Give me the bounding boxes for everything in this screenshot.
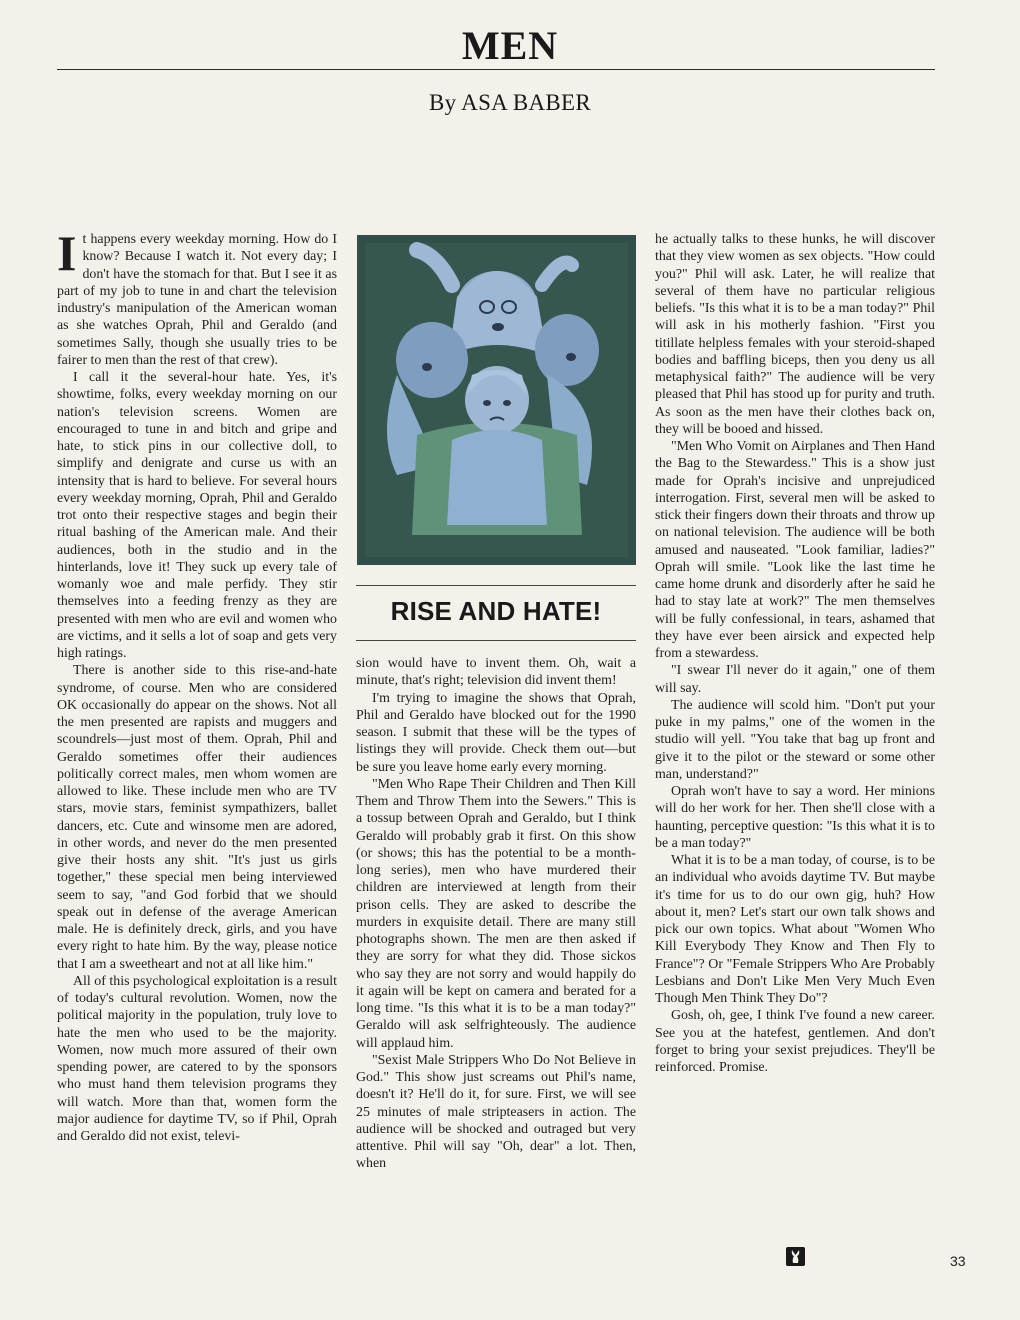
byline: By ASA BABER (428, 90, 592, 115)
article-paragraph: What it is to be a man today, of course, is to be an individual who avoids daytime TV. But maybe it's time for us to do our own gig, huh? How about it, men? Let's start our own talk shows and pick our own topics. What about "Women Who Kill Everybody They Know and Then Fly to France"? Or "Female Strippers Who Are Probably Lesbians and Don't Like Men Very Much Even Though Men Think They Do"? (655, 853, 935, 1006)
section-title: MEN (461, 23, 559, 68)
article-paragraph: sion would have to invent them. Oh, wait a minute, that's right; television did invent them! (356, 656, 636, 689)
paragraph-text: t happens every weekday morning. How do I know? Because I watch it. Not every day; I don't have the stomach for that. But I see it as part of my job to tune in and chart the television industry's manipulation of the American woman as she watches Oprah, Phil and Geraldo (and sometimes Sally, though she usually tries to be fairer to men than the rest of that crew). (57, 232, 337, 368)
article-paragraph: he actually talks to these hunks, he will discover that they view women as sex objects. "How could you?" Phil will ask. Later, he will realize that several of them have no particular religious beliefs. "Is this what it is to be a man today?" Phil will ask in his motherly fashion. "First you titillate helpless females with your steroid-shaped bodies and baffling biceps, then you deny us all metaphysical faith?" The audience will be very pleased that Phil has stood up for purity and truth. As soon as the men have their clothes back on, they will be booed and hissed. (655, 232, 935, 437)
article-paragraph: "I swear I'll never do it again," one of them will say. (655, 663, 935, 696)
article-paragraph: Oprah won't have to say a word. Her minions will do her work for her. Then she'll close with a haunting, perceptive question: "Is this what it is to be a man today?" (655, 784, 935, 851)
article-paragraph: "Men Who Rape Their Children and Then Kill Them and Throw Them into the Sewers." This is a tossup between Oprah and Geraldo, but I think Geraldo will probably grab it first. On this show (or shows; this has the potential to be a month-long series), men who have murdered their children are interviewed at length from their prison cells. They are asked to describe the murders in exquisite detail. There are many still photographs shown. The men are then asked if they are sorry for what they did. Those sickos who say they are not sorry and would happily do it again will be kept on camera and berated for a long time. "Is this what it is to be a man today?" Geraldo will ask selfrighteously. The audience will applaud him. (356, 776, 636, 1051)
article-paragraph: Gosh, oh, gee, I think I've found a new career. See you at the hatefest, gentlemen. And don't forget to bring your sexist prejudices. They'll be reinforced. Promise. (655, 1008, 935, 1075)
article-paragraph: "Men Who Vomit on Airplanes and Then Hand the Bag to the Stewardess." This is a show just made for Oprah's incisive and unprejudiced interrogation. First, several men will be asked to stick their fingers down their throats and throw up on national television. The audience will be both amused and nauseated. "Look familiar, ladies?" Oprah will smile. "Look like the last time he came home drunk and disorderly after he said he had to stay late at work?" The men themselves will be fully confessional, in tears, ashamed that they have ever been airsick and expected help from a stewardess. (655, 439, 935, 661)
article-headline: RISE AND HATE! (390, 596, 602, 626)
drop-cap: I (57, 225, 77, 281)
article-column-1 (57, 225, 337, 1271)
article-column-2 (356, 655, 636, 1273)
illustration-women-watching-tv-icon (357, 235, 636, 565)
headline-rule-top (356, 585, 636, 586)
article-paragraph: "Sexist Male Strippers Who Do Not Believe in God." This show just screams out Phil's name, doesn't it? He'll do it, for sure. First, we will see 25 minutes of male stripteasers in action. The audience will be shocked and outraged but very attentive. Phil will say "Oh, dear" a lot. Then, when (356, 1052, 636, 1172)
bunny-end-mark-icon (786, 1247, 805, 1266)
header-rule (57, 69, 935, 70)
article-paragraph: There is another side to this rise-and-hate syndrome, of course. Men who are considered OK occasionally do appear on the shows. Not all the men presented are rapists and muggers and scoundrels—just most of them. Oprah, Phil and Geraldo sometimes offer their audiences politically correct males, men whom women are allowed to like. These include men who are TV stars, movie stars, feminist sympathizers, ballet dancers, etc. Cute and winsome men are adored, in other words, and never do the men presented give their hosts any shit. "It's just us girls together," these special men being interviewed seem to say, "and God forbid that we should speak out in defense of the average American male. He is definitely dreck, girls, and you have every right to hate him. By the way, please notice that I am a sweetheart and not at all like him." (57, 663, 337, 972)
article-column-3 (655, 231, 935, 1271)
article-paragraph: I call it the several-hour hate. Yes, it's showtime, folks, every weekday morning on our nation's television screens. Women are encouraged to tune in and bitch and gripe and hate, to stick pins in our collective doll, to simplify and denigrate and curse us with an intensity that is hard to believe. For several hours every weekday morning, Oprah, Phil and Geraldo trot onto their respective stages and begin their ritual bashing of the American male. And their audiences, both in the studio and in the hinterlands, love it! They suck up every tale of womanly woe and male perfidy. They stir themselves into a feeding frenzy as they are presented with men who are evil and women who are victims, and it sells a lot of soap and gets very high ratings. (57, 370, 337, 661)
article-paragraph: The audience will scold him. "Don't put your puke in my palms," one of the women in the studio will yell. "You take that bag up front and give it to the pilot or the steward or some other man, understand?" (655, 697, 935, 782)
article-paragraph: All of this psychological exploitation is a result of today's cultural revolution. Women, now the political majority in the population, truly love to hate the men who used to be the majority. Women, now much more assured of their own spending power, are catered to by the sponsors who must hand them television programs they will watch. More than that, women form the major audience for daytime TV, so if Phil, Oprah and Geraldo did not exist, televi- (57, 973, 337, 1144)
article-paragraph (57, 225, 337, 369)
headline-rule-bottom (356, 640, 636, 641)
page-number: 33 (950, 1253, 966, 1269)
article-paragraph: I'm trying to imagine the shows that Oprah, Phil and Geraldo have blocked out for the 1990 season. I submit that these will be the types of listings they will provide. Check them out—but be sure you leave home early every morning. (356, 690, 636, 775)
